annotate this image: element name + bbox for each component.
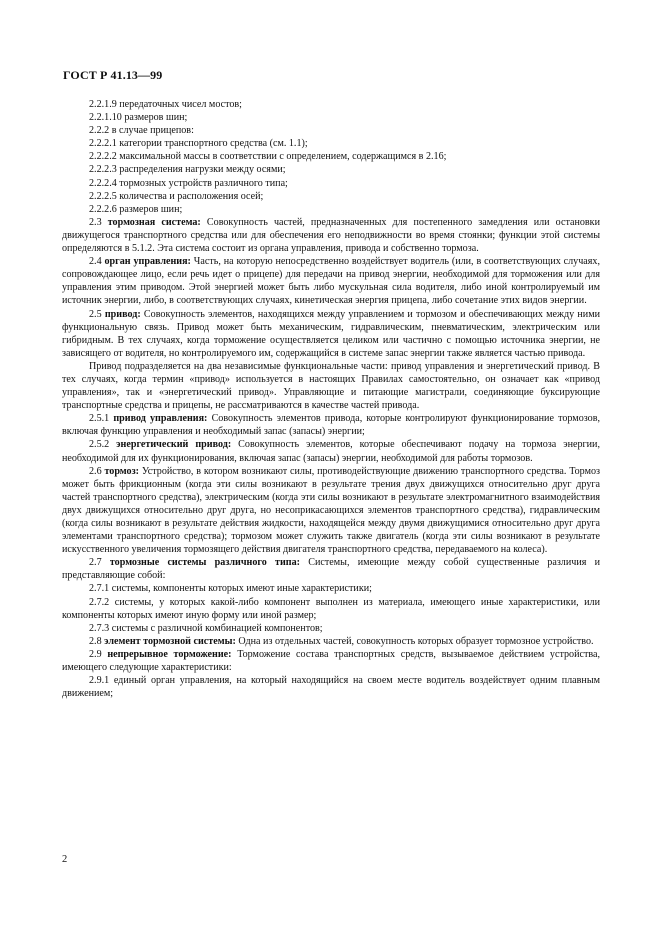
definition-paragraph: 2.5.1 привод управления: Совокупность элементов привода, которые контролируют функционирование тормозов, включая функцию управления и необходимый запас (запасы) энергии; (62, 413, 601, 438)
definition-paragraph: 2.5 привод: Совокупность элементов, находящихся между управлением и тормозом и обеспечивающих между ними функциональную связь. Привод может быть механическим, гидравлическим, пневматическим, электрическим или гибридным. В тех случаях, когда торможение осуществляется целиком или частично с помощью источника энергии, не зависящего от водителя, но контролируемого им, содержащийся в системе запас энергии также является частью привода. (62, 308, 600, 359)
term: энергетический привод: (116, 439, 232, 451)
term: тормозная система: (107, 216, 201, 228)
term: непрерывное торможение: (107, 648, 232, 660)
term: привод: (104, 308, 141, 320)
term: тормоз: (104, 465, 139, 477)
paragraph: 2.2.2.1 категории транспортного средства (см. 1.1); (89, 138, 308, 150)
paragraph: 2.7.3 системы с различной комбинацией компонентов; (89, 622, 323, 634)
paragraph: 2.2.2 в случае прицепов: (89, 125, 194, 137)
paragraph: 2.2.2.5 количества и расположения осей; (89, 190, 264, 202)
definition-paragraph: 2.7 тормозные системы различного типа: Системы, имеющие между собой существенные различия и представляющие собой: (62, 557, 601, 582)
paragraph: 2.9.1 единый орган управления, на который находящийся на своем месте водитель воздействует одним плавным движением; (62, 675, 600, 700)
definition-paragraph: 2.4 орган управления: Часть, на которую непосредственно воздействует водитель (или, в соответствующих случаях, сопровождающее лицо, если речь идет о прицепе) для передачи на привод энергии, необходимой для торможения или для управления этим приводом. Этой энергией может быть либо мускульная сила водителя, либо иной контролируемый им источник энергии, либо, в соответствующих случаях, кинетическая энергия прицепа, либо сочетание этих видов энергии. (62, 256, 600, 307)
definition-paragraph: 2.8 элемент тормозной системы: Одна из отдельных частей, совокупность которых образует тормозное устройство. (89, 635, 594, 647)
definition-paragraph: 2.5.2 энергетический привод: Совокупность элементов, которые обеспечивают подачу на тормоза энергии, необходимой для их функционирования, включая запас (запасы) энергии, необходимой для работы тормозов. (62, 439, 600, 464)
definition-paragraph: 2.3 тормозная система: Совокупность частей, предназначенных для постепенного замедления или остановки движущегося транспортного средства или для обеспечения его неподвижности во время стоянки; функции этой системы определяются в 5.1.2. Эта система состоит из органа управления, привода и собственно тормоза. (62, 216, 600, 255)
paragraph: 2.2.1.9 передаточных чисел мостов; (89, 99, 242, 110)
paragraph: Привод подразделяется на два независимые функциональные части: привод управления и энергетический привод. В тех случаях, когда термин «привод» используется в настоящих Правилах самостоятельно, он означает как «привод управления», так и «энергетический привод». Управляющие и питающие магистрали, соединяющие буксирующие транспортные средства и прицепы, не рассматриваются в качестве частей привода. (62, 360, 600, 412)
page-number: 2 (62, 854, 68, 865)
paragraph: 2.7.2 системы, у которых какой-либо компонент выполнен из материала, имеющего иные характеристики, или компоненты которых имеют иную форму или иной размер; (62, 596, 600, 621)
definition-paragraph: 2.9 непрерывное торможение: Торможение состава транспортных средств, вызываемое действием устройства, имеющего следующие характеристики: (62, 648, 601, 674)
term: орган управления: (104, 256, 191, 268)
document-header: ГОСТ Р 41.13—99 (63, 68, 163, 82)
paragraph: 2.2.2.6 размеров шин; (89, 203, 183, 215)
paragraph: 2.2.2.4 тормозных устройств различного типа; (89, 177, 288, 189)
paragraph: 2.2.2.3 распределения нагрузки между осями; (89, 164, 286, 176)
term: элемент тормозной системы: (104, 635, 236, 647)
term: привод управления: (113, 413, 208, 425)
paragraph: 2.2.2.2 максимальной массы в соответствии с определением, содержащимся в 2.16; (89, 151, 447, 163)
definition-paragraph: 2.6 тормоз: Устройство, в котором возникают силы, противодействующие движению транспортного средства. Тормоз может быть фрикционным (когда эти силы возникают в результате трения двух движущихся относительно друг друга частей транспортного средства), электрическим (когда эти силы возникают в результате электромагнитного взаимодействия двух движущихся относительно друг друга, но несоприкасающихся элементов транспортного средства), гидравлическим (когда силы возникают в результате действия жидкости, находящейся между двумя движущимися относительно друг друга элементами транспортного средства); тормозом может служить также двигатель (когда эти силы возникают в результате искусственного увеличения тормозящего действия двигателя транспортного средства, передаваемого на колеса). (62, 465, 600, 556)
document-body (62, 98, 600, 700)
paragraph: 2.7.1 системы, компоненты которых имеют иные характеристики; (89, 583, 372, 595)
paragraph: 2.2.1.10 размеров шин; (89, 112, 188, 124)
term: тормозные системы различного типа: (109, 557, 301, 569)
